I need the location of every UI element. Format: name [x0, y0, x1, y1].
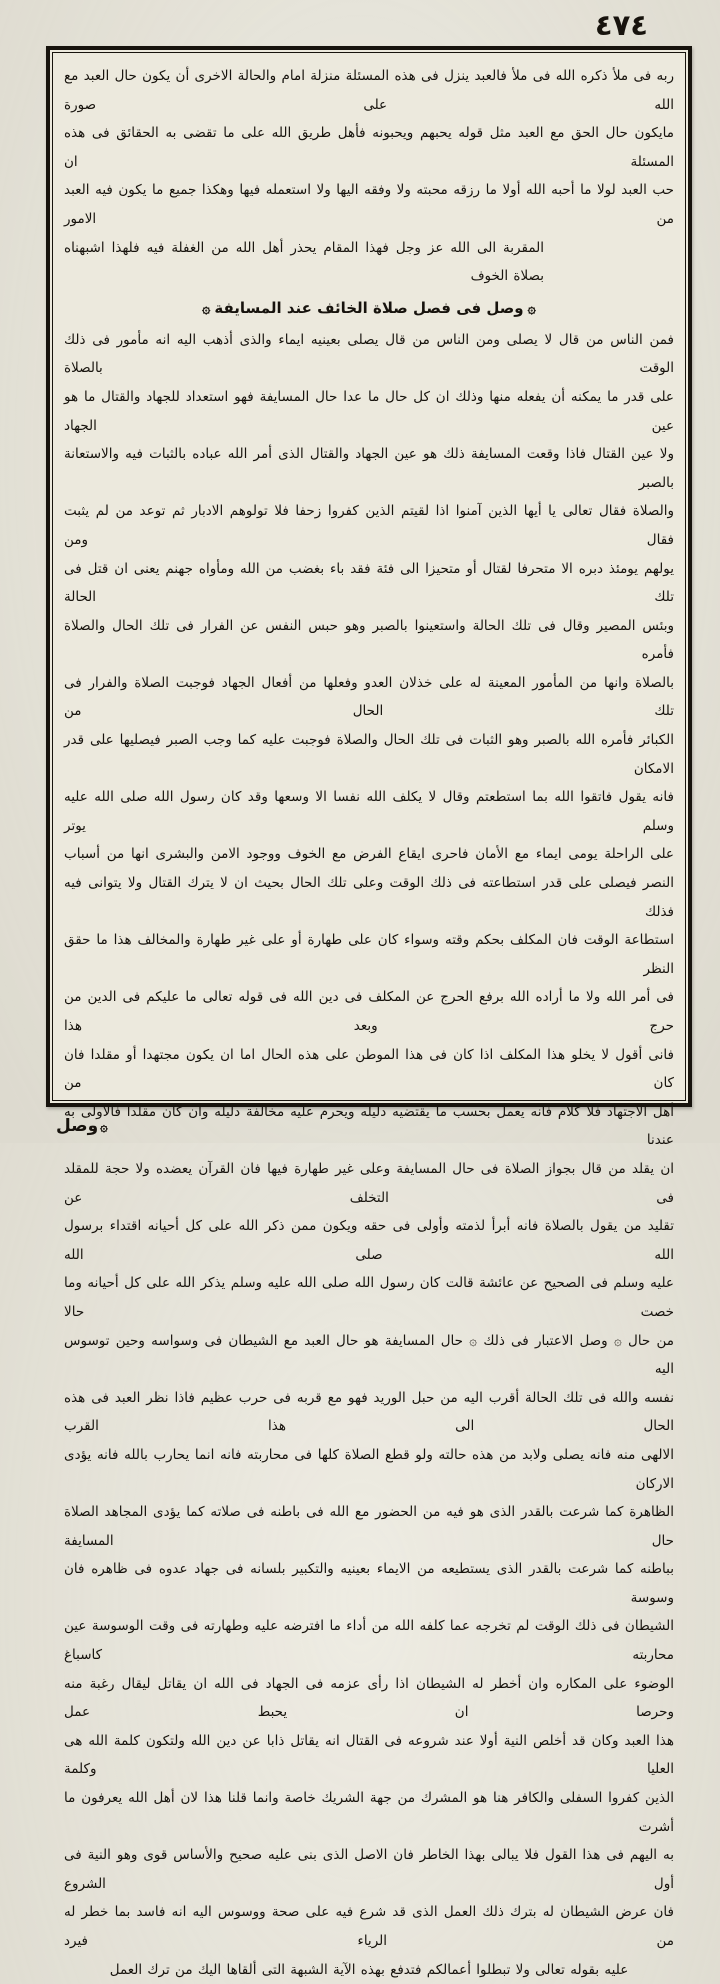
text-line: ربه فى ملأ ذكره الله فى ملأ فالعبد ينزل فى هذه المسئلة منزلة امام والحالة الاخرى أن يكون حال العبد مع الله على صورة: [64, 68, 674, 113]
text-line: نفسه والله فى تلك الحالة أقرب اليه من حبل الوريد فهو مع قربه فى حرب عظيم فاذا نظر العبد فى هذه الحال الى هذا القرب: [64, 1389, 674, 1435]
text-line: على الراحلة يومى ايماء مع الأمان فاحرى ايقاع الفرض مع الخوف ووجود الامن والبشرى انها من أسباب: [64, 846, 674, 863]
catchword-text: وصل: [56, 1116, 99, 1136]
text-block: [52, 52, 686, 1978]
section-heading: [64, 291, 674, 326]
text-line: بباطنه كما شرعت بالقدر الذى يستطيعه من الايماء بعينيه والتكبير بلسانه فى جهاد عدوه فى ظاهره فان وسوسة: [64, 1561, 674, 1606]
body-paragraph: [64, 326, 674, 1984]
text-line: الالهى منه فانه يصلى ولابد من هذه حالته ولو قطع الصلاة كلها فى محاربته فانه انما يحارب بالله فانه يؤدى الاركان: [64, 1446, 674, 1492]
text-line: على قدر ما يمكنه أن يفعله منها وذلك ان كل حال ما عدا حال المسايفة فهو استعداد للجهاد والقتال ما هو عين الجهاد: [64, 388, 674, 434]
text-line: النصر فيصلى على قدر استطاعته فى ذلك الوقت وعلى تلك الحال بحيث ان لا يترك القتال ولا يتوانى فيه فذلك: [64, 875, 674, 920]
text-line: الوضوء على المكاره وان أخطر له الشيطان اذا رأى عزمه فى الجهاد فى الله ان يقاتل ليقال رغبة منه وحرصا ان يحبط عمل: [64, 1675, 674, 1721]
text-line: فمن الناس من قال لا يصلى ومن الناس من قال يصلى بعينيه ايماء والذى أذهب اليه انه مأمور فى ذلك الوقت بالصلاة: [64, 331, 674, 377]
text-line: مايكون حال الحق مع العبد مثل قوله يحبهم ويحبونه فأهل طريق الله على ما تقضى به الحقائق فى هذه المسئلة ان: [64, 125, 674, 170]
text-line: من حال ۞ وصل الاعتبار فى ذلك ۞ حال المسايفة هو حال العبد مع الشيطان فى وسواسه وحين توسوس اليه: [64, 1332, 674, 1378]
text-line: الكبائر فأمره الله بالصبر وهو الثبات فى تلك الحال والصلاة فوجبت عليه كما وجب الصبر فيصليها على قدر الامكان: [64, 732, 674, 777]
text-line: الظاهرة كما شرعت بالقدر الذى هو فيه من الحضور مع الله فى باطنه فى صلاته كما يؤدى المجاهد الصلاة حال المسايفة: [64, 1504, 674, 1549]
text-line: الشيطان فى ذلك الوقت لم تخرجه عما كلفه الله من أداء ما افترضه عليه وطهارته فى وقت الوسوسة عين محاربته كاسباغ: [64, 1618, 674, 1664]
text-line: ان يقلد من قال بجواز الصلاة فى حال المسايفة وعلى غير طهارة فيها فان القرآن يعضده ولا حجة للمقلد فى التخلف عن: [64, 1160, 674, 1206]
text-line: عليه وسلم فى الصحيح عن عائشة قالت كان رسول الله صلى الله عليه وسلم يذكر الله على كل أحيانه وما خصت حالا: [64, 1275, 674, 1320]
page-border: [46, 46, 692, 1978]
text-line: وبئس المصير وقال فى تلك الحالة واستعينوا بالصبر وهو حبس النفس عن الفرار فى تلك الحال والصلاة فأمره: [64, 617, 674, 663]
section-heading-text: وصل فى فصل صلاة الخائف عند المسايفة: [214, 298, 524, 317]
text-line: الذين كفروا السفلى والكافر هنا هو المشرك من جهة الشريك خاصة وانما قلنا هذا لان أهل الله يعرفون ما أشرت: [64, 1790, 674, 1835]
intro-paragraph: [64, 62, 674, 291]
page-number: ٤٧٤: [594, 8, 648, 42]
text-line: والصلاة فقال تعالى يا أيها الذين آمنوا اذا لقيتم الذين كفروا زحفا فلا تولوهم الادبار ثم توعد من لم يثبت فقال ومن: [64, 503, 674, 548]
text-line: تقليد من يقول بالصلاة فانه أبرأ لذمته وأولى فى حقه ويكون ممن ذكر الله على كل أحيانه اقتداء برسول الله صلى الله: [64, 1218, 674, 1263]
text-line: عليه بقوله تعالى ولا تبطلوا أعمالكم فتدفع بهذه الآية الشبهة التى ألقاها اليك من ترك العمل: [109, 1961, 629, 1978]
text-line: المقربة الى الله عز وجل فهذا المقام يحذر أهل الله من الغفلة فيه فلهذا اشبهناه بصلاة الخوف: [64, 239, 544, 285]
text-line: فانه يقول فاتقوا الله بما استطعتم وقال لا يكلف الله نفسا الا وسعها وقد كان رسول الله صلى الله عليه وسلم يوتر: [64, 789, 674, 834]
flower-ornament-icon: ۞: [100, 1120, 108, 1135]
flower-ornament-icon: ۞: [527, 300, 536, 317]
text-line: استطاعة الوقت فان المكلف بحكم وقته وسواء كان على طهارة أو على غير طهارة والمخالف هذا ما حقق النظر: [64, 932, 674, 977]
text-line: فان عرض الشيطان له بترك ذلك العمل الذى قد شرع فيه على صحة ووسوس اليه انه فاسد بما خطر له من الرياء فيرد: [64, 1904, 674, 1949]
text-line: به اليهم فى هذا القول فلا يبالى بهذا الخاطر فان الاصل الذى بنى عليه صحيح والأساس قوى وهو النية فى أول الشروع: [64, 1847, 674, 1892]
catchword: [56, 1116, 108, 1136]
flower-ornament-icon: ۞: [202, 300, 211, 317]
text-line: أهل الاجتهاد فلا كلام فانه يعمل بحسب ما يقتضيه دليله ويحرم عليه مخالفة دليله وان كان مقلدا فالاولى به عندنا: [64, 1103, 674, 1149]
text-line: يولهم يومئذ دبره الا متحرفا لقتال أو متحيزا الى فئة فقد باء بغضب من الله ومأواه جهنم يعنى ان قتل فى تلك الحالة: [64, 560, 674, 606]
text-line: ولا عين القتال فاذا وقعت المسايفة ذلك هو عين الجهاد والقتال الذى أمر الله عباده بالثبات فيه والاستعانة بالصبر: [64, 446, 674, 491]
text-line: فى أمر الله ولا ما أراده الله برفع الحرج عن المكلف فى دين الله فى قوله تعالى ما عليكم فى الدين من حرج وبعد هذا: [64, 989, 674, 1034]
text-line: حب العبد لولا ما أحبه الله أولا ما رزقه محبته ولا وفقه اليها ولا استعمله فيها وهكذا جميع ما يكون فيه العبد من الامور: [64, 182, 674, 227]
text-line: بالصلاة وانها من المأمور المعينة له على خذلان العدو وفعلها من أفعال الجهاد فوجبت الصلاة والفرار فى تلك الحال من: [64, 674, 674, 720]
text-line: فانى أقول لا يخلو هذا المكلف اذا كان فى هذا الموطن على هذه الحال اما ان يكون مجتهدا أو مقلدا فان كان من: [64, 1046, 674, 1092]
text-line: هذا العبد وكان قد أخلص النية أولا عند شروعه فى القتال انه يقاتل ذابا عن دين الله ولتكون كلمة الله هى العليا وكلمة: [64, 1732, 674, 1778]
